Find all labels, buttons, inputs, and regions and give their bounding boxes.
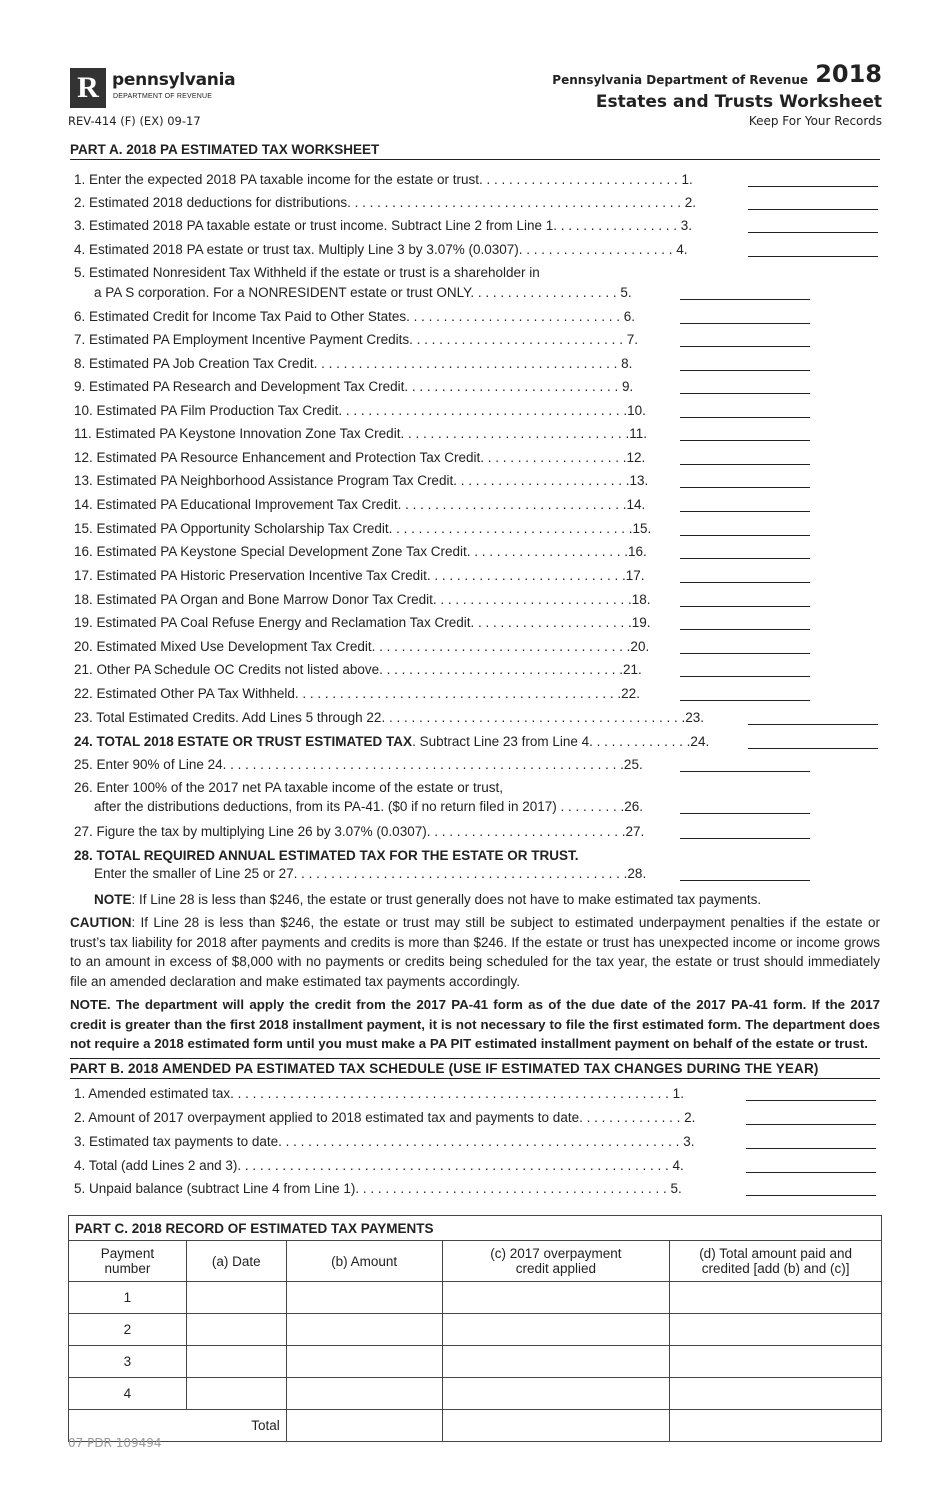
- part-b-line-5-field[interactable]: [746, 1195, 876, 1196]
- line-4-field[interactable]: [748, 256, 878, 257]
- form-number: REV-414 (F) (EX) 09-17: [68, 114, 201, 128]
- col-total-paid: (d) Total amount paid and credited [add (b) and (c)]: [670, 1241, 882, 1282]
- total-amount-cell[interactable]: [286, 1410, 442, 1442]
- logo-letter: R: [77, 71, 99, 104]
- department-name: Pennsylvania Department of Revenue: [552, 73, 808, 87]
- line-18-field[interactable]: [680, 606, 810, 607]
- part-a-line-7: 7. Estimated PA Employment Incentive Payment Credits. . . . . . . . . . . . . . . . . . . . . . . . . . . . . 7.: [70, 329, 880, 351]
- amount-cell[interactable]: [286, 1282, 442, 1314]
- overpayment-cell[interactable]: [442, 1346, 670, 1378]
- part-a-line-11: 11. Estimated PA Keystone Innovation Zone Tax Credit. . . . . . . . . . . . . . . . . . . . . . . . . . . . . . .11.: [70, 423, 880, 445]
- table-row: [69, 1378, 882, 1410]
- caution-note: CAUTION: If Line 28 is less than $246, the estate or trust may still be subject to estimated underpayment penalties if the estate or trust’s tax liability for 2018 after payments and credits is more than $246. If the estate or trust has unexpected income or income grows to an amount in excess of $8,000 with no payments or credits being scheduled for the tax year, the estate or trust should immediately file an amended declaration and make estimated tax payments accordingly.: [70, 915, 880, 989]
- total-cell[interactable]: [670, 1378, 882, 1410]
- line-1-field[interactable]: [748, 186, 878, 187]
- total-cell[interactable]: [670, 1314, 882, 1346]
- keep-records-note: Keep For Your Records: [748, 114, 882, 128]
- note-1: NOTE: If Line 28 is less than $246, the estate or trust generally does not have to make estimated tax payments.: [94, 892, 762, 907]
- part-a-line-21: 21. Other PA Schedule OC Credits not listed above. . . . . . . . . . . . . . . . . . . . . . . . . . . . . . . . .21.: [70, 659, 880, 681]
- line-17-field[interactable]: [680, 582, 810, 583]
- part-a-line-12: 12. Estimated PA Resource Enhancement and Protection Tax Credit. . . . . . . . . . . . . . . . . . . .12.: [70, 447, 880, 469]
- part-a-heading: PART A. 2018 PA ESTIMATED TAX WORKSHEET: [70, 142, 880, 160]
- amount-cell[interactable]: [286, 1378, 442, 1410]
- part-a-line-14: 14. Estimated PA Educational Improvement Tax Credit. . . . . . . . . . . . . . . . . . . . . . . . . . . . . . .14.: [70, 494, 880, 516]
- line-10-field[interactable]: [680, 417, 810, 418]
- date-cell[interactable]: [186, 1314, 286, 1346]
- col-date: (a) Date: [186, 1241, 286, 1282]
- part-b-heading: PART B. 2018 AMENDED PA ESTIMATED TAX SCHEDULE (USE IF ESTIMATED TAX CHANGES DURING THE YEAR): [70, 1058, 880, 1079]
- part-a-line-1: 1. Enter the expected 2018 PA taxable income for the estate or trust. . . . . . . . . . . . . . . . . . . . . . . . . . . 1.: [70, 169, 880, 191]
- line-19-field[interactable]: [680, 629, 810, 630]
- part-a-line-18: 18. Estimated PA Organ and Bone Marrow Donor Tax Credit. . . . . . . . . . . . . . . . . . . . . . . . . . .18.: [70, 589, 880, 611]
- line-9-field[interactable]: [680, 393, 810, 394]
- line-5-field[interactable]: [680, 299, 810, 300]
- line-8-field[interactable]: [680, 370, 810, 371]
- part-a-line-3: 3. Estimated 2018 PA taxable estate or trust income. Subtract Line 2 from Line 1. . . . . . . . . . . . . . . . . 3.: [70, 215, 880, 237]
- line-21-field[interactable]: [680, 676, 810, 677]
- part-a-line-16: 16. Estimated PA Keystone Special Development Zone Tax Credit. . . . . . . . . . . . . . . . . . . . . .16.: [70, 541, 880, 563]
- date-cell[interactable]: [186, 1282, 286, 1314]
- part-a-line-22: 22. Estimated Other PA Tax Withheld. . . . . . . . . . . . . . . . . . . . . . . . . . . . . . . . . . . . . . . . . . . .22.: [70, 683, 880, 705]
- part-a-line-19: 19. Estimated PA Coal Refuse Energy and Reclamation Tax Credit. . . . . . . . . . . . . . . . . . . . . .19.: [70, 612, 880, 634]
- line-2-field[interactable]: [748, 209, 878, 210]
- part-a-line-10: 10. Estimated PA Film Production Tax Credit. . . . . . . . . . . . . . . . . . . . . . . . . . . . . . . . . . . . . . .10.: [70, 400, 880, 422]
- part-b-line-1: 1. Amended estimated tax. . . . . . . . . . . . . . . . . . . . . . . . . . . . . . . . . . . . . . . . . . . . . . . . . . . . . . . . . . . 1.: [70, 1083, 880, 1105]
- part-a-line-9: 9. Estimated PA Research and Development Tax Credit. . . . . . . . . . . . . . . . . . . . . . . . . . . . . 9.: [70, 376, 880, 398]
- line-15-field[interactable]: [680, 535, 810, 536]
- total-cell[interactable]: [670, 1346, 882, 1378]
- part-b-line-3: 3. Estimated tax payments to date. . . . . . . . . . . . . . . . . . . . . . . . . . . . . . . . . . . . . . . . . . . . . . . . . . . . . . 3.: [70, 1131, 880, 1153]
- part-a-line-4: 4. Estimated 2018 PA estate or trust tax. Multiply Line 3 by 3.07% (0.0307). . . . . . . . . . . . . . . . . . . . . 4.: [70, 239, 880, 261]
- total-overpayment-cell[interactable]: [442, 1410, 670, 1442]
- note-2: NOTE. The department will apply the credit from the 2017 PA-41 form as of the due date of the 2017 PA-41 form. If the 2017 credit is greater than the first 2018 installment payment, it is not necessary to file the first estimated form. The department does not require a 2018 estimated form until you must make a PA PIT estimated installment payment on behalf of the estate or trust.: [70, 997, 880, 1051]
- payment-number: 1: [69, 1282, 187, 1314]
- total-row: [69, 1410, 882, 1442]
- part-a-line-20: 20. Estimated Mixed Use Development Tax Credit. . . . . . . . . . . . . . . . . . . . . . . . . . . . . . . . . . .20.: [70, 636, 880, 658]
- amount-cell[interactable]: [286, 1314, 442, 1346]
- line-13-field[interactable]: [680, 487, 810, 488]
- part-b-line-4: 4. Total (add Lines 2 and 3). . . . . . . . . . . . . . . . . . . . . . . . . . . . . . . . . . . . . . . . . . . . . . . . . . . . . . . . . . 4.: [70, 1155, 880, 1177]
- line-6-field[interactable]: [680, 323, 810, 324]
- payment-number: 4: [69, 1378, 187, 1410]
- part-a-line-25: 25. Enter 90% of Line 24. . . . . . . . . . . . . . . . . . . . . . . . . . . . . . . . . . . . . . . . . . . . . . . . . . . . . .25.: [70, 754, 880, 776]
- total-cell[interactable]: [670, 1282, 882, 1314]
- line-16-field[interactable]: [680, 558, 810, 559]
- line-25-field[interactable]: [680, 771, 810, 772]
- overpayment-cell[interactable]: [442, 1378, 670, 1410]
- part-b-line-1-field[interactable]: [746, 1100, 876, 1101]
- part-b-line-3-field[interactable]: [746, 1148, 876, 1149]
- amount-cell[interactable]: [286, 1346, 442, 1378]
- col-payment-number: Payment number: [69, 1241, 187, 1282]
- line-27-field[interactable]: [680, 838, 810, 839]
- part-a-line-13: 13. Estimated PA Neighborhood Assistance Program Tax Credit. . . . . . . . . . . . . . . . . . . . . . . .13.: [70, 470, 880, 492]
- part-b-line-5: 5. Unpaid balance (subtract Line 4 from Line 1). . . . . . . . . . . . . . . . . . . . . . . . . . . . . . . . . . . . . . . . . . 5.: [70, 1178, 880, 1200]
- overpayment-cell[interactable]: [442, 1314, 670, 1346]
- part-b-line-2-field[interactable]: [746, 1124, 876, 1125]
- line-23-field[interactable]: [748, 724, 878, 725]
- table-row: [69, 1346, 882, 1378]
- payment-number: 3: [69, 1346, 187, 1378]
- part-b-line-4-field[interactable]: [746, 1172, 876, 1173]
- part-a-line-2: 2. Estimated 2018 deductions for distributions. . . . . . . . . . . . . . . . . . . . . . . . . . . . . . . . . . . . . . . . . . . . . 2.: [70, 192, 880, 214]
- line-22-field[interactable]: [680, 700, 810, 701]
- form-footer-code: 07 PDR 109494: [68, 1436, 162, 1450]
- col-amount: (b) Amount: [286, 1241, 442, 1282]
- part-a-line-24: 24. TOTAL 2018 ESTATE OR TRUST ESTIMATED TAX. Subtract Line 23 from Line 4. . . . . . . . . . . . . .24.: [70, 731, 880, 753]
- part-a-line-15: 15. Estimated PA Opportunity Scholarship Tax Credit. . . . . . . . . . . . . . . . . . . . . . . . . . . . . . . . .15.: [70, 518, 880, 540]
- table-row: [69, 1282, 882, 1314]
- form-title: Estates and Trusts Worksheet: [595, 92, 882, 112]
- part-a-line-5: a PA S corporation. For a NONRESIDENT estate or trust ONLY. . . . . . . . . . . . . . . . . . . . 5.: [70, 282, 880, 304]
- part-c-heading: PART C. 2018 RECORD OF ESTIMATED TAX PAYMENTS: [69, 1216, 882, 1241]
- part-a-line-28-text: 28. TOTAL REQUIRED ANNUAL ESTIMATED TAX FOR THE ESTATE OR TRUST.: [74, 848, 579, 863]
- line-28-field[interactable]: [680, 880, 810, 881]
- line-12-field[interactable]: [680, 464, 810, 465]
- overpayment-cell[interactable]: [442, 1282, 670, 1314]
- line-14-field[interactable]: [680, 511, 810, 512]
- line-26-field[interactable]: [680, 813, 810, 814]
- total-paid-cell[interactable]: [670, 1410, 882, 1442]
- payment-number: 2: [69, 1314, 187, 1346]
- date-cell[interactable]: [186, 1378, 286, 1410]
- part-a-line-28: Enter the smaller of Line 25 or 27. . . . . . . . . . . . . . . . . . . . . . . . . . . . . . . . . . . . . . . . . . . . .28.: [70, 863, 880, 885]
- table-row: [69, 1314, 882, 1346]
- col-overpayment: (c) 2017 overpayment credit applied: [442, 1241, 670, 1282]
- part-a-line-23: 23. Total Estimated Credits. Add Lines 5 through 22. . . . . . . . . . . . . . . . . . . . . . . . . . . . . . . . . . . . . . . . .23.: [70, 707, 880, 729]
- part-a-line-17: 17. Estimated PA Historic Preservation Incentive Tax Credit. . . . . . . . . . . . . . . . . . . . . . . . . . .17.: [70, 565, 880, 587]
- part-a-line-27: 27. Figure the tax by multiplying Line 26 by 3.07% (0.0307). . . . . . . . . . . . . . . . . . . . . . . . . . .27.: [70, 821, 880, 843]
- part-a-line-5-text: 5. Estimated Nonresident Tax Withheld if the estate or trust is a shareholder in: [74, 265, 540, 280]
- line-24-field[interactable]: [748, 748, 878, 749]
- line-11-field[interactable]: [680, 440, 810, 441]
- date-cell[interactable]: [186, 1346, 286, 1378]
- part-a-line-6: 6. Estimated Credit for Income Tax Paid to Other States. . . . . . . . . . . . . . . . . . . . . . . . . . . . . 6.: [70, 306, 880, 328]
- part-a-line-8: 8. Estimated PA Job Creation Tax Credit. . . . . . . . . . . . . . . . . . . . . . . . . . . . . . . . . . . . . . . . . 8.: [70, 353, 880, 375]
- part-a-line-26: after the distributions deductions, from its PA-41. ($0 if no return filed in 2017) . . . . . . . . .26.: [70, 796, 880, 818]
- logo-name: pennsylvania: [112, 70, 236, 90]
- line-20-field[interactable]: [680, 653, 810, 654]
- total-label: Total: [69, 1410, 287, 1442]
- logo-subtitle: DEPARTMENT OF REVENUE: [113, 93, 213, 100]
- part-b-line-2: 2. Amount of 2017 overpayment applied to 2018 estimated tax and payments to date. . . . . . . . . . . . . . 2.: [70, 1107, 880, 1129]
- line-7-field[interactable]: [680, 346, 810, 347]
- line-3-field[interactable]: [748, 232, 878, 233]
- form-year: 2018: [815, 60, 882, 88]
- part-c-table: [68, 1215, 882, 1442]
- part-a-line-26-text: 26. Enter 100% of the 2017 net PA taxable income of the estate or trust,: [74, 780, 504, 795]
